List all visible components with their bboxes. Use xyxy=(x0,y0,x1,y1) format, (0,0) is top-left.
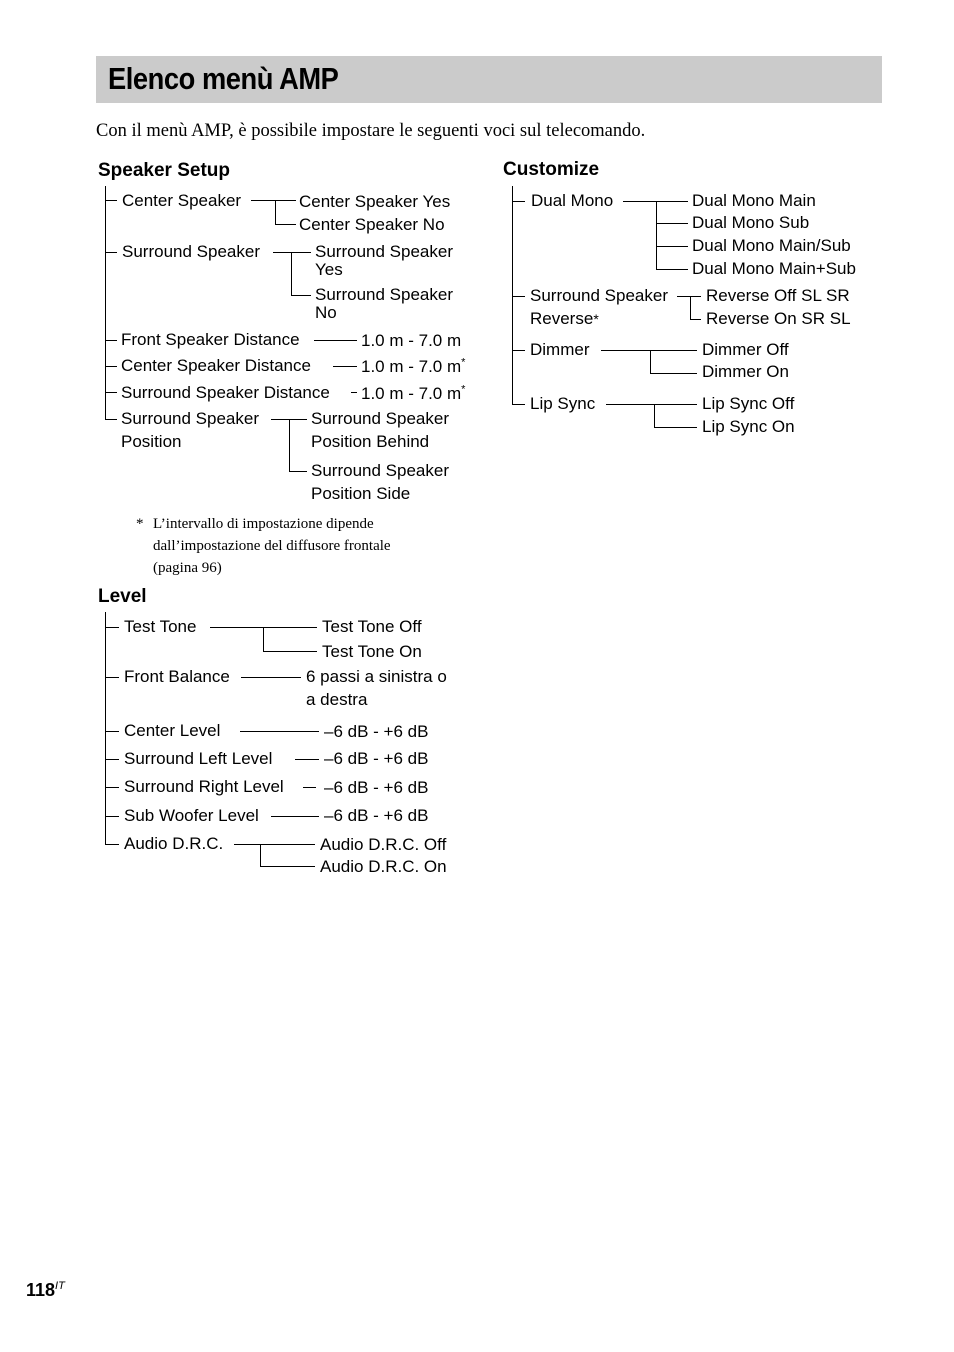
center-level-label: Center Level xyxy=(124,721,221,740)
footnote-line: L’intervallo di impostazione dipende xyxy=(153,516,374,532)
branch-line xyxy=(656,223,688,224)
front-speaker-distance-value: 1.0 m - 7.0 m xyxy=(361,331,462,350)
footnote-mark: * xyxy=(593,311,599,327)
branch-line xyxy=(271,816,319,817)
branch-line xyxy=(601,350,697,351)
branch-line xyxy=(105,677,119,678)
branch-line xyxy=(303,787,316,788)
surround-speaker-position-label-line1: Surround Speaker xyxy=(121,409,259,428)
footnote-line: dall’impostazione del diffusore frontale xyxy=(153,538,391,554)
branch-line xyxy=(291,252,292,295)
audio-drc-on: Audio D.R.C. On xyxy=(320,857,447,876)
branch-line xyxy=(241,677,301,678)
branch-line xyxy=(289,471,307,472)
branch-line xyxy=(263,627,264,651)
front-speaker-distance-label: Front Speaker Distance xyxy=(121,330,300,349)
surround-speaker-label: Surround Speaker xyxy=(122,242,260,261)
surround-reverse-label-line2: Reverse* xyxy=(530,309,599,328)
surround-left-level-value: –6 dB - +6 dB xyxy=(324,749,429,768)
branch-line xyxy=(234,844,315,845)
surround-speaker-yes-line1: Surround Speaker xyxy=(315,242,453,261)
branch-line xyxy=(650,373,697,374)
page-number: $118^{IT}$ xyxy=(26,1280,65,1300)
footnote-mark: * xyxy=(136,516,144,532)
footnote-mark: * xyxy=(461,356,466,369)
branch-line xyxy=(273,252,311,253)
branch-line xyxy=(512,201,525,202)
surround-speaker-distance-label: Surround Speaker Distance xyxy=(121,383,330,402)
dual-mono-label: Dual Mono xyxy=(531,191,614,210)
branch-line xyxy=(263,651,317,652)
test-tone-label: Test Tone xyxy=(124,617,197,636)
branch-line xyxy=(105,627,119,628)
branch-line xyxy=(654,404,655,427)
surround-reverse-label-line1: Surround Speaker xyxy=(530,286,668,305)
branch-line xyxy=(260,844,261,866)
branch-line xyxy=(105,200,117,201)
footnote-mark: * xyxy=(461,383,466,396)
center-speaker-no: Center Speaker No xyxy=(299,215,445,234)
branch-line xyxy=(333,366,357,367)
dual-mono-main-sub: Dual Mono Main/Sub xyxy=(692,236,851,255)
branch-line xyxy=(275,200,276,224)
dual-mono-main-plus-sub: Dual Mono Main+Sub xyxy=(692,259,856,278)
branch-line xyxy=(512,350,525,351)
center-speaker-distance-label: Center Speaker Distance xyxy=(121,356,311,375)
surround-speaker-yes-line2: Yes xyxy=(315,260,343,279)
branch-line xyxy=(275,224,296,225)
position-behind-line1: Surround Speaker xyxy=(311,409,449,428)
branch-line xyxy=(677,296,701,297)
branch-line xyxy=(105,366,117,367)
branch-line xyxy=(512,404,525,405)
branch-line xyxy=(291,295,311,296)
sub-woofer-level-value: –6 dB - +6 dB xyxy=(324,806,429,825)
position-side-line1: Surround Speaker xyxy=(311,461,449,480)
branch-line xyxy=(105,252,117,253)
surround-left-level-label: Surround Left Level xyxy=(124,749,273,768)
lip-sync-label: Lip Sync xyxy=(530,394,596,413)
surround-right-level-value: –6 dB - +6 dB xyxy=(324,778,429,797)
branch-line xyxy=(650,350,651,373)
branch-line xyxy=(260,866,315,867)
level-title: Level xyxy=(98,586,147,607)
sub-woofer-level-label: Sub Woofer Level xyxy=(124,806,259,825)
surround-speaker-distance-value: 1.0 m - 7.0 m* xyxy=(361,383,466,403)
branch-line xyxy=(105,759,119,760)
branch-line xyxy=(656,201,657,269)
lip-sync-on: Lip Sync On xyxy=(702,417,795,436)
reverse-on: Reverse On SR SL xyxy=(706,309,851,328)
branch-line xyxy=(289,419,290,471)
dimmer-on: Dimmer On xyxy=(702,362,789,381)
center-speaker-distance-value: 1.0 m - 7.0 m* xyxy=(361,356,466,376)
branch-line xyxy=(295,759,319,760)
branch-line xyxy=(690,319,701,320)
center-speaker-yes: Center Speaker Yes xyxy=(299,192,451,211)
title-bar xyxy=(96,56,882,103)
branch-line xyxy=(314,340,357,341)
customize-trunk xyxy=(512,186,513,404)
branch-line xyxy=(105,392,117,393)
surround-speaker-position-label-line2: Position xyxy=(121,432,182,451)
speaker-setup-title: Speaker Setup xyxy=(98,160,230,181)
dimmer-label: Dimmer xyxy=(530,340,590,359)
branch-line xyxy=(656,246,688,247)
test-tone-on: Test Tone On xyxy=(322,642,422,661)
surround-speaker-no-line1: Surround Speaker xyxy=(315,285,453,304)
branch-line xyxy=(105,816,119,817)
branch-line xyxy=(251,200,296,201)
center-level-value: –6 dB - +6 dB xyxy=(324,722,429,741)
branch-line xyxy=(105,419,117,420)
branch-line xyxy=(351,392,357,393)
surround-right-level-label: Surround Right Level xyxy=(124,777,284,796)
speaker-setup-trunk xyxy=(105,186,106,419)
test-tone-off: Test Tone Off xyxy=(322,617,422,636)
branch-line xyxy=(606,404,697,405)
dual-mono-main: Dual Mono Main xyxy=(692,191,816,210)
customize-title: Customize xyxy=(503,159,600,180)
branch-line xyxy=(105,340,117,341)
branch-line xyxy=(512,296,525,297)
page-title: Elenco menù AMP xyxy=(108,61,339,96)
front-balance-value-line2: a destra xyxy=(306,690,368,709)
page-language: IT xyxy=(55,1280,65,1292)
dimmer-off: Dimmer Off xyxy=(702,340,789,359)
branch-line xyxy=(240,731,319,732)
position-behind-line2: Position Behind xyxy=(311,432,430,451)
dual-mono-sub: Dual Mono Sub xyxy=(692,213,810,232)
branch-line xyxy=(105,844,119,845)
surround-speaker-no-line2: No xyxy=(315,303,337,322)
branch-line xyxy=(690,296,691,319)
reverse-off: Reverse Off SL SR xyxy=(706,286,850,305)
center-speaker-label: Center Speaker xyxy=(122,191,242,210)
footnote-line: (pagina 96) xyxy=(153,560,222,576)
audio-drc-label: Audio D.R.C. xyxy=(124,834,224,853)
lip-sync-off: Lip Sync Off xyxy=(702,394,795,413)
front-balance-value-line1: 6 passi a sinistra o xyxy=(306,667,447,686)
branch-line xyxy=(105,731,119,732)
level-trunk xyxy=(105,612,106,844)
audio-drc-off: Audio D.R.C. Off xyxy=(320,835,447,854)
position-side-line2: Position Side xyxy=(311,484,411,503)
branch-line xyxy=(105,787,119,788)
front-balance-label: Front Balance xyxy=(124,667,230,686)
branch-line xyxy=(654,427,697,428)
intro-text: Con il menù AMP, è possibile impostare le seguenti voci sul telecomando. xyxy=(96,121,646,141)
branch-line xyxy=(656,269,688,270)
